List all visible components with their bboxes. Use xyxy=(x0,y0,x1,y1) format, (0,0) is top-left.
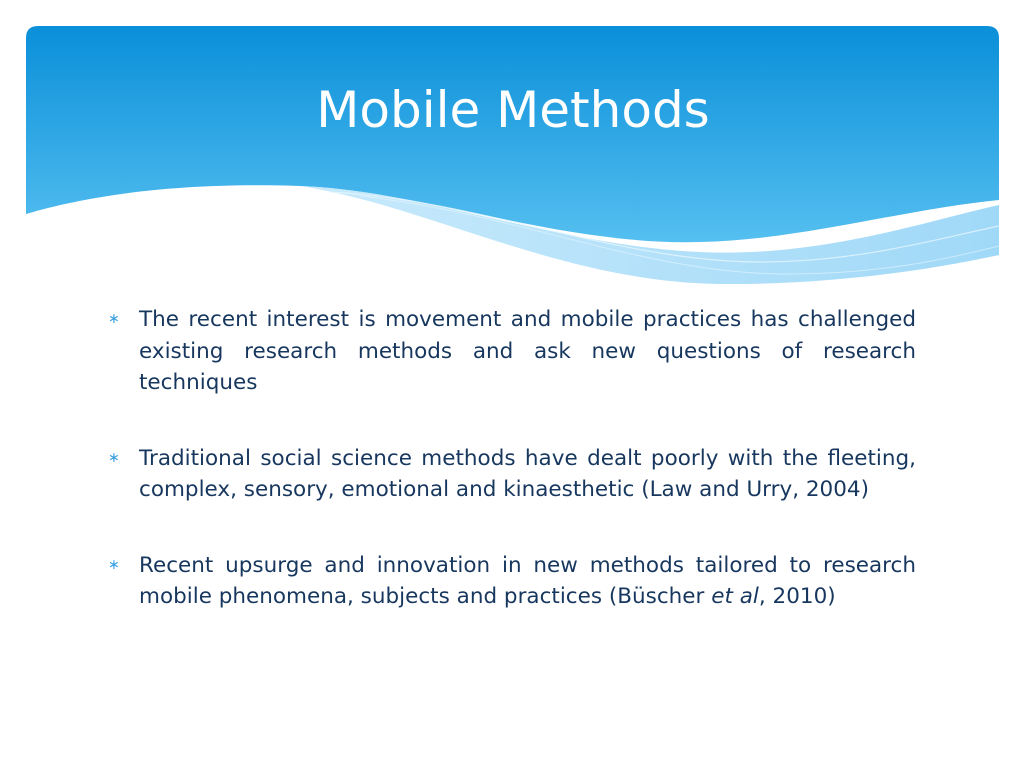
bullet-item xyxy=(108,304,916,399)
bullet-list xyxy=(108,304,916,657)
bullet-text: Traditional social science methods have dealt poorly with the fleeting, complex, sensory, emotional and kinaesthetic (Law and Urry, 2004) xyxy=(139,445,916,502)
bullet-text-part: , 2010) xyxy=(758,584,836,609)
bullet-item xyxy=(108,443,916,506)
asterisk-bullet-icon: ∗ xyxy=(108,449,120,466)
asterisk-bullet-icon: ∗ xyxy=(108,311,120,327)
header-wave-banner xyxy=(0,0,1024,300)
slide-title: Mobile Methods xyxy=(316,81,710,139)
bullet-text-italic: et al xyxy=(711,584,759,609)
asterisk-bullet-icon: ∗ xyxy=(108,556,120,573)
bullet-text xyxy=(139,553,916,610)
bullet-item xyxy=(108,550,916,613)
bullet-text: The recent interest is movement and mobile practices has challenged existing research methods and ask new questions of research techniques xyxy=(139,307,916,395)
bullet-text-part: Recent upsurge and innovation in new methods tailored to research mobile phenomena, subjects and practices (Büscher xyxy=(139,552,916,609)
